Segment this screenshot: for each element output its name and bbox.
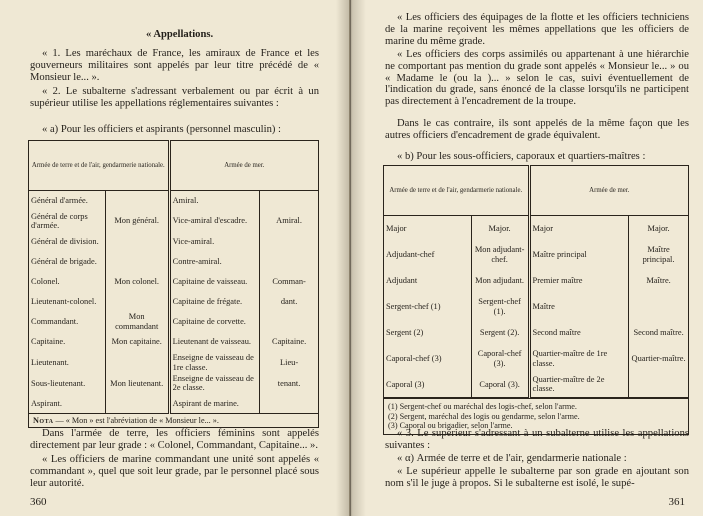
army-grade-cell: Sergent-chef (1) (386, 301, 441, 311)
navy-address-cell: tenant. (260, 373, 319, 394)
army-address-cell: Mon colonel. (105, 271, 169, 291)
navy-grade-cell: Lieutenant de vaisseau. (169, 332, 260, 352)
table-row (29, 291, 319, 311)
table-row (29, 271, 319, 291)
army-grade-cell: Général de brigade. (31, 256, 97, 266)
table-row (29, 211, 319, 232)
army-grade-cell: Major (386, 224, 407, 234)
navy-address-cell: Lieu- (260, 352, 319, 373)
table-row (384, 216, 689, 242)
navy-address-cell: Comman- (260, 271, 319, 291)
table-row (29, 394, 319, 414)
paragraph-r3: Dans le cas contraire, ils sont appelés de la même façon que les autres officiers d'encadrement de grade équivalent. (385, 118, 689, 141)
paragraph-r2: « Les officiers des corps assimilés ou appartenant à une hiérarchie ne comportant pas mention du grade sont appelés « Monsieur le... » ou « Madame le (ou la )... » selon le cas, suivi éventuellement de l'indication du grade, sans énoncé de la classe lorsqu'ils ne participent pas directement à l'encadrement de la troupe. (385, 49, 689, 108)
table-header (29, 141, 319, 191)
army-grade-cell: Sergent (2) (386, 327, 424, 337)
army-grade-cell: Général de division. (31, 236, 99, 246)
army-grade-cell: Général de corps d'armée. (31, 211, 88, 230)
navy-grade-cell: Capitaine de frégate. (169, 291, 260, 311)
army-address-cell (105, 251, 169, 271)
table-row (384, 242, 689, 268)
navy-grade-cell: Vice-amiral d'escadre. (169, 211, 260, 232)
table-row (29, 251, 319, 271)
navy-address-cell: Second maître. (629, 320, 689, 346)
navy-grade-cell: Contre-amiral. (169, 251, 260, 271)
army-address-cell (105, 191, 169, 211)
footnote: (2) Sergent, maréchal des logis ou gendarme, selon l'arme. (388, 411, 580, 421)
footnote: (1) Sergent-chef ou maréchal des logis-chef, selon l'arme. (388, 402, 577, 411)
navy-grade-cell: Capitaine de vaisseau. (169, 271, 260, 291)
navy-grade-cell: Quartier-maître de 1re classe. (529, 346, 629, 372)
army-grade-cell: Aspirant. (31, 398, 62, 408)
page-number-right: 361 (668, 496, 685, 508)
table-row (29, 332, 319, 352)
header-army-air: Armée de terre et de l'air, gendarmerie nationale. (29, 141, 170, 191)
army-address-cell: Sergent-chef (1). (471, 294, 529, 320)
table-note (28, 414, 319, 428)
navy-address-cell (260, 251, 319, 271)
header-army-air: Armée de terre et de l'air, gendarmerie nationale. (384, 166, 530, 216)
army-address-cell (105, 352, 169, 373)
table-row (384, 294, 689, 320)
navy-address-cell: Maître principal. (629, 242, 689, 268)
army-address-cell: Caporal (3). (471, 372, 529, 398)
left-page (0, 0, 350, 516)
table-row (29, 352, 319, 373)
army-grade-cell: Caporal-chef (3) (386, 353, 442, 363)
officers-table (28, 140, 319, 414)
paragraph-5: « Les officiers de marine commandant une unité sont appelés « commandant », quel que soit leur grade, par le personnel placé sous leur autorité. (30, 454, 319, 489)
navy-address-cell (260, 231, 319, 251)
paragraph-r5: « 3. Le supérieur s'adressant à un subalterne utilise les appellations suivantes : (385, 428, 689, 451)
table-row (384, 320, 689, 346)
table-row (29, 191, 319, 211)
section-heading: « Appellations. (146, 29, 214, 40)
army-grade-cell: Adjudant-chef (386, 249, 435, 259)
navy-grade-cell: Enseigne de vaisseau de 1re classe. (169, 352, 260, 373)
navy-grade-cell: Enseigne de vaisseau de 2e classe. (169, 373, 260, 394)
army-address-cell: Mon adjudant. (471, 268, 529, 294)
table-row (29, 231, 319, 251)
army-grade-cell: Adjudant (386, 275, 418, 285)
table-row (384, 372, 689, 398)
army-grade-cell: Caporal (3) (386, 379, 425, 389)
army-grade-cell: Général d'armée. (31, 196, 88, 206)
army-address-cell: Sergent (2). (471, 320, 529, 346)
note-text: — « Mon » est l'abréviation de « Monsieur le... ». (55, 416, 219, 425)
navy-address-cell: dant. (260, 291, 319, 311)
navy-address-cell: Amiral. (260, 211, 319, 232)
navy-address-cell (260, 394, 319, 414)
paragraph-r6: « α) Armée de terre et de l'air, gendarmerie nationale : (397, 453, 627, 464)
army-grade-cell: Colonel. (31, 276, 60, 286)
army-grade-cell: Lieutenant. (31, 357, 69, 367)
navy-address-cell: Major. (629, 216, 689, 242)
army-grade-cell: Commandant. (31, 317, 79, 327)
navy-address-cell (260, 191, 319, 211)
table-row (384, 268, 689, 294)
right-page (351, 0, 703, 516)
army-address-cell: Mon lieutenant. (105, 373, 169, 394)
army-address-cell: Caporal-chef (3). (471, 346, 529, 372)
army-address-cell: Mon capitaine. (105, 332, 169, 352)
nco-table (383, 165, 689, 398)
footnote: (3) Caporal ou brigadier, selon l'arme. (388, 421, 513, 431)
army-grade-cell: Lieutenant-colonel. (31, 296, 97, 306)
army-address-cell: Mon commandant (105, 311, 169, 332)
table-header (384, 166, 689, 216)
navy-grade-cell: Second maître (529, 320, 629, 346)
navy-grade-cell: Major (529, 216, 629, 242)
navy-grade-cell: Capitaine de corvette. (169, 311, 260, 332)
page-number-left: 360 (30, 496, 47, 508)
army-address-cell: Major. (471, 216, 529, 242)
navy-address-cell: Maître. (629, 268, 689, 294)
army-address-cell: Mon adjudant-chef. (471, 242, 529, 268)
navy-grade-cell: Maître (529, 294, 629, 320)
army-grade-cell: Capitaine. (31, 337, 66, 347)
table-row (29, 373, 319, 394)
paragraph-2: « 2. Le subalterne s'adressant verbalement ou par écrit à un supérieur utilise les appellations réglementaires suivantes : (30, 86, 319, 109)
navy-address-cell: Capitaine. (260, 332, 319, 352)
navy-grade-cell: Premier maître (529, 268, 629, 294)
paragraph-4: Dans l'armée de terre, les officiers féminins sont appelés directement par leur grade : « Colonel, Commandant, Capitaine... ». (30, 428, 319, 451)
navy-address-cell (629, 294, 689, 320)
paragraph-r1: « Les officiers des équipages de la flotte et les officiers techniciens de la marine reçoivent les mêmes appellations que les officiers de marine du même grade. (385, 12, 689, 47)
army-address-cell (105, 231, 169, 251)
navy-grade-cell: Maître principal (529, 242, 629, 268)
navy-grade-cell: Quartier-maître de 2e classe. (529, 372, 629, 398)
navy-address-cell (629, 372, 689, 398)
table-row (384, 346, 689, 372)
header-navy: Armée de mer. (169, 141, 318, 191)
army-grade-cell: Sous-lieutenant. (31, 378, 86, 388)
navy-grade-cell: Amiral. (169, 191, 260, 211)
paragraph-r7: « Le supérieur appelle le subalterne par son grade en ajoutant son nom s'il le juge à propos. Si le subalterne est isolé, le supé- (385, 466, 689, 489)
army-address-cell (105, 291, 169, 311)
army-address-cell: Mon général. (105, 211, 169, 232)
navy-grade-cell: Aspirant de marine. (169, 394, 260, 414)
navy-address-cell (260, 311, 319, 332)
army-address-cell (105, 394, 169, 414)
table-row (29, 311, 319, 332)
navy-grade-cell: Vice-amiral. (169, 231, 260, 251)
paragraph-1: « 1. Les maréchaux de France, les amiraux de France et les gouverneurs militaires sont appelés par leur titre précédé de « Monsieur le... ». (30, 48, 319, 83)
paragraph-3: « a) Pour les officiers et aspirants (personnel masculin) : (42, 124, 281, 135)
paragraph-r4: « b) Pour les sous-officiers, caporaux et quartiers-maîtres : (397, 151, 646, 162)
navy-address-cell: Quartier-maître. (629, 346, 689, 372)
note-label: Nota (33, 416, 54, 425)
header-navy: Armée de mer. (529, 166, 688, 216)
